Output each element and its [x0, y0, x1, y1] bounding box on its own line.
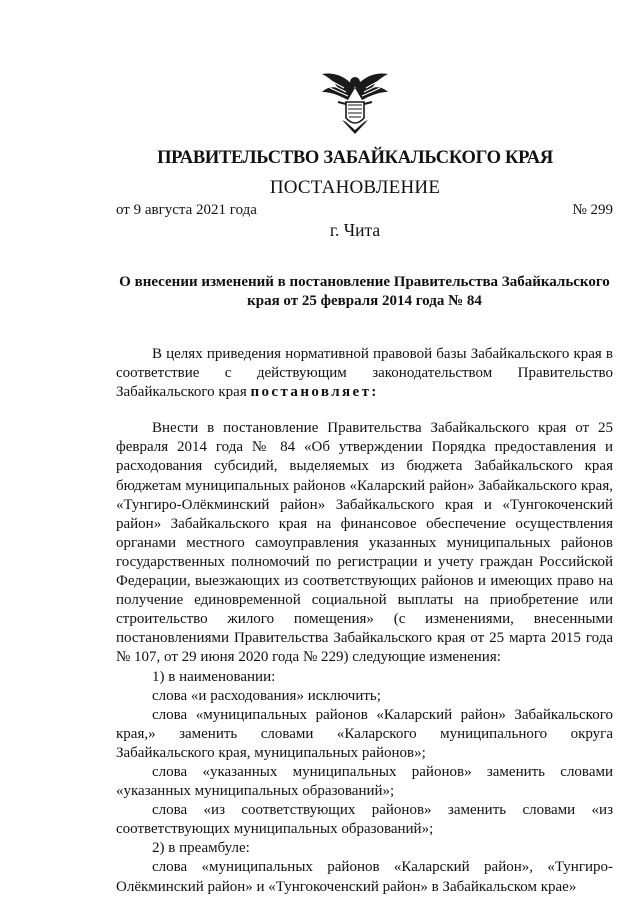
body-paragraph: слова «муниципальных районов «Каларский район» Забайкальского края,» заменить словами «Каларского муниципального округа Забайкальского края, муниципальных районов»;: [116, 706, 613, 761]
document-date: от 9 августа 2021 года: [116, 202, 257, 218]
coat-of-arms-emblem: [318, 58, 392, 142]
preamble-paragraph: [116, 345, 613, 402]
decree-word: постановляет:: [250, 384, 379, 401]
document-heading: О внесении изменений в постановление Правительства Забайкальского края от 25 февраля 2014 года № 84: [119, 274, 610, 309]
document-city: г. Чита: [329, 220, 381, 240]
body-paragraph: 1) в наименовании:: [152, 668, 276, 685]
body-paragraph: слова «из соответствующих районов» заменить словами «из соответствующих муниципальных образований»;: [116, 802, 613, 838]
document-number: № 299: [572, 202, 613, 218]
body-paragraph: слова «указанных муниципальных районов» заменить словами «указанных муниципальных образований»;: [116, 763, 613, 800]
body-paragraph: Внести в постановление Правительства Забайкальского края от 25 февраля 2014 года № 84 «Об утверждении Порядка предоставления и расходования субсидий, выделяемых из бюджета Забайкальского края бюджетам муниципальных районов «Каларский район» Забайкальского края, «Тунгиро-Олёкминский район» Забайкальского края и «Тунгокоченский район» Забайкальского края на финансовое обеспечение осуществления органами местного самоуправления указанных муниципальных районов государственных полномочий по регистрации и учету граждан Российской Федерации, выезжающих из соответствующих районов и имеющих право на получение единовременной социальной выплаты на приобретение или строительство жилого помещения» (с изменениями, внесенными постановлениями Правительства Забайкальского края от 25 марта 2015 года № 107, от 29 июня 2020 года № 229) следующие изменения:: [116, 420, 613, 666]
document-body: [116, 345, 613, 897]
body-paragraph: 2) в преамбуле:: [152, 840, 250, 857]
preamble-text: В целях приведения нормативной правовой базы Забайкальского края в соответствие с действующим законодательством Правительство Забайкальского края: [116, 346, 613, 401]
body-paragraph: слова «муниципальных районов «Каларский район», «Тунгиро-Олёкминский район» и «Тунгокоченский район» в Забайкальском крае»: [116, 859, 613, 895]
document-type: ПОСТАНОВЛЕНИЕ: [269, 177, 441, 198]
government-title: ПРАВИТЕЛЬСТВО ЗАБАЙКАЛЬСКОГО КРАЯ: [157, 148, 553, 168]
body-paragraph: слова «и расходования» исключить;: [152, 687, 381, 704]
